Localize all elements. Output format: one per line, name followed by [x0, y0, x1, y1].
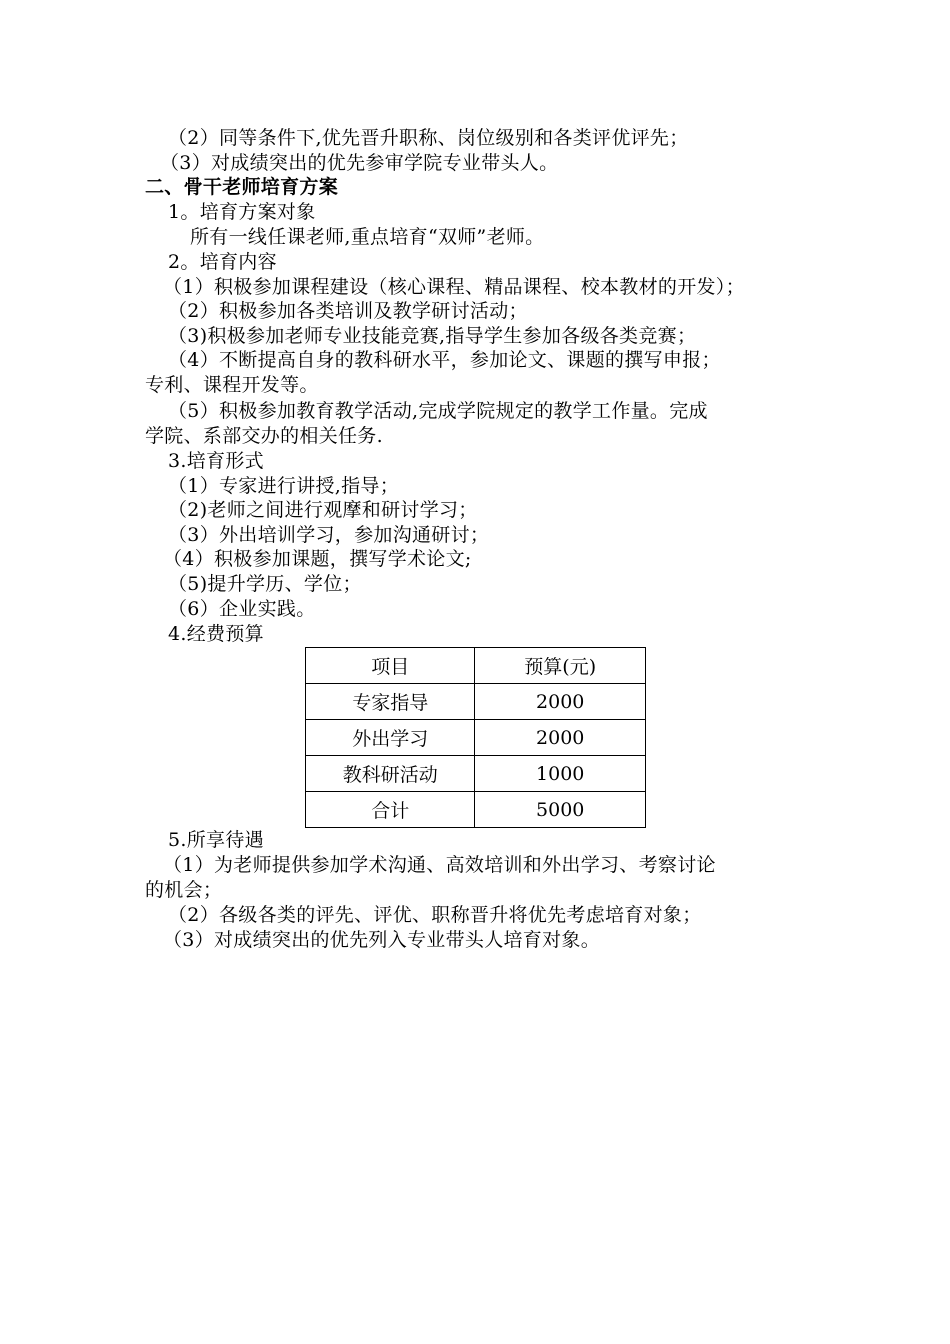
table-row [306, 756, 646, 792]
form-item-4: （4）积极参加课题，撰写学术论文; [163, 548, 472, 570]
content-item-1: （1）积极参加课程建设（核心课程、精品课程、校本教材的开发）； [163, 276, 745, 298]
content-item-3: （3)积极参加老师专业技能竞赛,指导学生参加各级各类竞赛； [168, 325, 697, 347]
table-header-row [306, 648, 646, 684]
section-heading: 二、骨干老师培育方案 [145, 176, 339, 198]
form-item-6: （6）企业实践。 [168, 598, 316, 620]
benefits-item-1a: （1）为老师提供参加学术沟通、高效培训和外出学习、考察讨论 [163, 854, 716, 876]
form-item-2: （2)老师之间进行观摩和研讨学习； [168, 499, 478, 521]
content-item-5b: 学院、系部交办的相关任务. [145, 425, 383, 447]
form-item-5: （5)提升学历、学位； [168, 573, 362, 595]
content-item-4b: 专利、课程开发等。 [145, 374, 319, 396]
table-cell-item: 合计 [306, 792, 475, 828]
table-cell-amount: 5000 [475, 792, 646, 828]
table-cell-item: 教科研活动 [306, 756, 475, 792]
table-cell-amount: 2000 [475, 684, 646, 720]
benefits-title: 5.所享待遇 [168, 829, 264, 851]
table-cell-item: 专家指导 [306, 684, 475, 720]
target-title: 1。培育方案对象 [168, 201, 316, 223]
table-cell-amount: 1000 [475, 756, 646, 792]
budget-table [305, 647, 646, 828]
top-item-2: （2）同等条件下,优先晋升职称、岗位级别和各类评优评先； [168, 127, 689, 149]
form-title: 3.培育形式 [168, 450, 264, 472]
form-item-3: （3）外出培训学习，参加沟通研讨； [168, 524, 490, 546]
benefits-item-1b: 的机会； [145, 879, 223, 901]
target-text: 所有一线任课老师,重点培育“双师”老师。 [190, 226, 545, 248]
table-row [306, 684, 646, 720]
top-item-3: （3）对成绩突出的优先参审学院专业带头人。 [160, 152, 559, 174]
benefits-item-3: （3）对成绩突出的优先列入专业带头人培育对象。 [163, 929, 600, 951]
table-header-budget: 预算(元) [475, 648, 646, 684]
table-row [306, 720, 646, 756]
table-cell-amount: 2000 [475, 720, 646, 756]
content-item-4a: （4）不断提高自身的教科研水平，参加论文、课题的撰写申报； [168, 349, 721, 371]
table-row-total [306, 792, 646, 828]
benefits-item-2: （2）各级各类的评先、评优、职称晋升将优先考虑培育对象； [168, 904, 702, 926]
budget-title: 4.经费预算 [168, 623, 264, 645]
content-item-5a: （5）积极参加教育教学活动,完成学院规定的教学工作量。完成 [168, 400, 708, 422]
table-header-item: 项目 [306, 648, 475, 684]
table-cell-item: 外出学习 [306, 720, 475, 756]
form-item-1: （1）专家进行讲授,指导； [168, 475, 400, 497]
content-item-2: （2）积极参加各类培训及教学研讨活动； [168, 300, 528, 322]
content-title: 2。培育内容 [168, 251, 277, 273]
